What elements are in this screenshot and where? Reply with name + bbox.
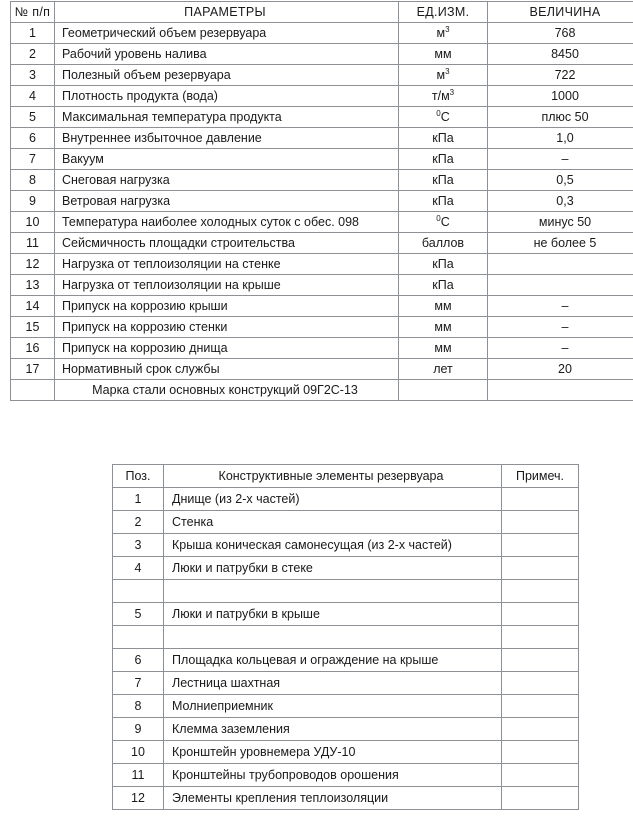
cell-position: 1 [113,488,164,511]
cell-position: 4 [113,557,164,580]
cell-position [113,626,164,649]
cell-unit: баллов [399,233,488,254]
cell-unit: мм [399,296,488,317]
cell-element-name: Элементы крепления теплоизоляции [164,787,502,810]
table-row [11,317,633,338]
cell-value: 768 [488,23,633,44]
cell-note [502,787,579,810]
table-row [11,359,633,380]
parameters-table-body [11,23,633,401]
cell-position: 12 [113,787,164,810]
elements-table-header [113,465,579,488]
cell-number: 3 [11,65,55,86]
cell-number [11,380,55,401]
cell-value: – [488,296,633,317]
cell-note [502,534,579,557]
cell-number: 1 [11,23,55,44]
table-row-footer-note [11,380,633,401]
header-cell-note: Примеч. [502,465,579,488]
cell-value: 20 [488,359,633,380]
cell-parameter: Ветровая нагрузка [55,191,399,212]
table-row [11,275,633,296]
cell-parameter: Температура наиболее холодных суток с обес. 098 [55,212,399,233]
table-row [11,128,633,149]
table-row [11,296,633,317]
cell-unit: кПа [399,254,488,275]
cell-parameter: Нагрузка от теплоизоляции на крыше [55,275,399,296]
cell-unit: $^0$С [399,212,488,233]
cell-parameter: Рабочий уровень налива [55,44,399,65]
cell-number: 17 [11,359,55,380]
cell-value: минус 50 [488,212,633,233]
cell-value: не более 5 [488,233,633,254]
header-cell-position: Поз. [113,465,164,488]
cell-number: 9 [11,191,55,212]
cell-number: 12 [11,254,55,275]
cell-note [502,626,579,649]
cell-value: – [488,149,633,170]
cell-unit: кПа [399,128,488,149]
cell-parameter: Снеговая нагрузка [55,170,399,191]
cell-element-name: Площадка кольцевая и ограждение на крыше [164,649,502,672]
cell-number: 14 [11,296,55,317]
table-row [11,107,633,128]
cell-value: 8450 [488,44,633,65]
cell-element-name: Клемма заземления [164,718,502,741]
cell-element-name [164,580,502,603]
cell-unit: $м^3$ [399,23,488,44]
header-cell-element: Конструктивные элементы резервуара [164,465,502,488]
cell-element-name [164,626,502,649]
cell-parameter: Плотность продукта (вода) [55,86,399,107]
construction-elements-table [112,464,579,810]
cell-note [502,741,579,764]
cell-note [502,649,579,672]
table-row [113,718,579,741]
table-row [113,649,579,672]
cell-element-name: Молниеприемник [164,695,502,718]
cell-parameter: Припуск на коррозию днища [55,338,399,359]
cell-note [502,672,579,695]
steel-grade-note: Марка стали основных конструкций 09Г2С-13 [55,380,399,401]
cell-parameter: Полезный объем резервуара [55,65,399,86]
table-row [11,65,633,86]
table-row [113,603,579,626]
cell-unit: кПа [399,275,488,296]
table-row [113,534,579,557]
cell-number: 11 [11,233,55,254]
table-row [11,212,633,233]
cell-value: – [488,338,633,359]
elements-table-body [113,488,579,810]
cell-value [488,275,633,296]
table-row [113,741,579,764]
cell-number: 15 [11,317,55,338]
cell-position: 6 [113,649,164,672]
parameters-table-header [11,2,633,23]
cell-parameter: Сейсмичность площадки строительства [55,233,399,254]
header-cell-value: ВЕЛИЧИНА [488,2,633,23]
cell-unit [399,380,488,401]
cell-parameter: Припуск на коррозию крыши [55,296,399,317]
cell-parameter: Максимальная температура продукта [55,107,399,128]
cell-parameter: Нормативный срок службы [55,359,399,380]
cell-value: 0,3 [488,191,633,212]
cell-note [502,511,579,534]
cell-element-name: Кронштейн уровнемера УДУ-10 [164,741,502,764]
cell-number: 4 [11,86,55,107]
table-row-blank [113,626,579,649]
cell-unit: кПа [399,170,488,191]
cell-note [502,580,579,603]
parameters-table [10,1,633,401]
cell-value: 1,0 [488,128,633,149]
cell-parameter: Внутреннее избыточное давление [55,128,399,149]
cell-unit: кПа [399,191,488,212]
table-row [11,191,633,212]
table-row [113,764,579,787]
cell-unit: лет [399,359,488,380]
cell-note [502,764,579,787]
cell-unit: $^0$С [399,107,488,128]
table-row [113,488,579,511]
cell-parameter: Припуск на коррозию стенки [55,317,399,338]
cell-position: 5 [113,603,164,626]
cell-position [113,580,164,603]
cell-number: 6 [11,128,55,149]
table-row [11,170,633,191]
cell-unit: $м^3$ [399,65,488,86]
table-row [11,23,633,44]
table-row [113,511,579,534]
cell-position: 8 [113,695,164,718]
table-header-row [113,465,579,488]
cell-number: 16 [11,338,55,359]
cell-value [488,254,633,275]
cell-parameter: Нагрузка от теплоизоляции на стенке [55,254,399,275]
table-row [11,44,633,65]
cell-element-name: Кронштейны трубопроводов орошения [164,764,502,787]
cell-position: 9 [113,718,164,741]
cell-note [502,488,579,511]
cell-number: 2 [11,44,55,65]
cell-position: 3 [113,534,164,557]
cell-note [502,718,579,741]
table-row [11,149,633,170]
cell-number: 7 [11,149,55,170]
cell-element-name: Люки и патрубки в стеке [164,557,502,580]
cell-position: 7 [113,672,164,695]
cell-unit: мм [399,338,488,359]
cell-position: 11 [113,764,164,787]
cell-parameter: Вакуум [55,149,399,170]
table-row [11,338,633,359]
cell-position: 10 [113,741,164,764]
cell-number: 8 [11,170,55,191]
table-row-blank [113,580,579,603]
cell-note [502,557,579,580]
cell-value [488,380,633,401]
cell-element-name: Люки и патрубки в крыше [164,603,502,626]
cell-value: 0,5 [488,170,633,191]
table-row [113,557,579,580]
cell-unit: $т/м^3$ [399,86,488,107]
table-row [113,695,579,718]
cell-parameter: Геометрический объем резервуара [55,23,399,44]
table-row [11,233,633,254]
header-cell-number: № п/п [11,2,55,23]
cell-number: 13 [11,275,55,296]
cell-note [502,603,579,626]
cell-value: плюс 50 [488,107,633,128]
cell-value: 1000 [488,86,633,107]
table-header-row [11,2,633,23]
cell-element-name: Крыша коническая самонесущая (из 2-х частей) [164,534,502,557]
cell-note [502,695,579,718]
cell-value: 722 [488,65,633,86]
table-row [11,86,633,107]
header-cell-unit: ЕД.ИЗМ. [399,2,488,23]
header-cell-parameter: ПАРАМЕТРЫ [55,2,399,23]
cell-number: 10 [11,212,55,233]
cell-value: – [488,317,633,338]
cell-element-name: Днище (из 2-х частей) [164,488,502,511]
cell-position: 2 [113,511,164,534]
cell-unit: мм [399,44,488,65]
table-row [113,787,579,810]
cell-unit: мм [399,317,488,338]
cell-element-name: Лестница шахтная [164,672,502,695]
table-row [11,254,633,275]
cell-unit: кПа [399,149,488,170]
cell-element-name: Стенка [164,511,502,534]
cell-number: 5 [11,107,55,128]
table-row [113,672,579,695]
